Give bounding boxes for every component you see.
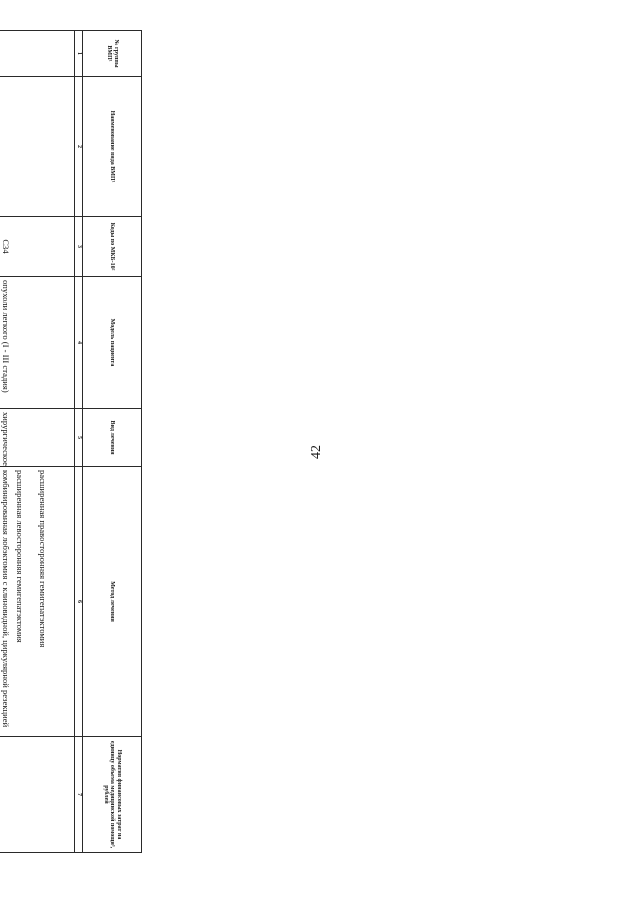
cell-codes: С34 (0, 217, 13, 277)
column-number: 6 (75, 467, 83, 737)
method-item: расширенная правосторонняя гемигепатэктомия (38, 470, 49, 648)
header-patient-model: Модель пациента (83, 277, 142, 409)
table-row (13, 31, 75, 853)
cell-name (13, 77, 75, 217)
header-treatment-method: Метод лечения (83, 467, 142, 737)
method-item: расширенная левосторонняя гемигепатэктомия (15, 470, 26, 643)
page-number: 42 (309, 445, 324, 459)
column-number: 7 (75, 737, 83, 853)
header-icd-codes: Коды по МКБ-10² (83, 217, 142, 277)
table-header-row (83, 31, 142, 853)
spacer (48, 470, 72, 733)
cell-methods (13, 467, 75, 737)
header-cost-norm: Норматив финансовых затрат на единицу объема медицинской помощи³, рублей (83, 737, 142, 853)
cell-methods (0, 467, 13, 737)
treatment-table (0, 30, 142, 853)
cell-model (13, 277, 75, 409)
cell-cost (0, 737, 13, 853)
cell-treatment (13, 409, 75, 467)
header-treatment-type: Вид лечения (83, 409, 142, 467)
cell-name (0, 77, 13, 217)
column-number: 1 (75, 31, 83, 77)
cell-group (13, 31, 75, 77)
column-number: 2 (75, 77, 83, 217)
header-vmp-name: Наименование вида ВМП¹ (83, 77, 142, 217)
cell-group (0, 31, 13, 77)
column-number-row (75, 31, 83, 853)
column-number: 3 (75, 217, 83, 277)
column-number: 5 (75, 409, 83, 467)
cell-cost (13, 737, 75, 853)
header-group-number: № группы ВМП¹ (83, 31, 142, 77)
table-row (0, 31, 13, 853)
cell-treatment: хирургическое (0, 409, 13, 467)
cell-codes (13, 217, 75, 277)
method-item: комбинированная лобэктомия с клиновидной, циркулярной резекцией (0, 470, 11, 728)
column-number: 4 (75, 277, 83, 409)
cell-model: опухоли легкого (I - III стадия) (0, 277, 13, 409)
